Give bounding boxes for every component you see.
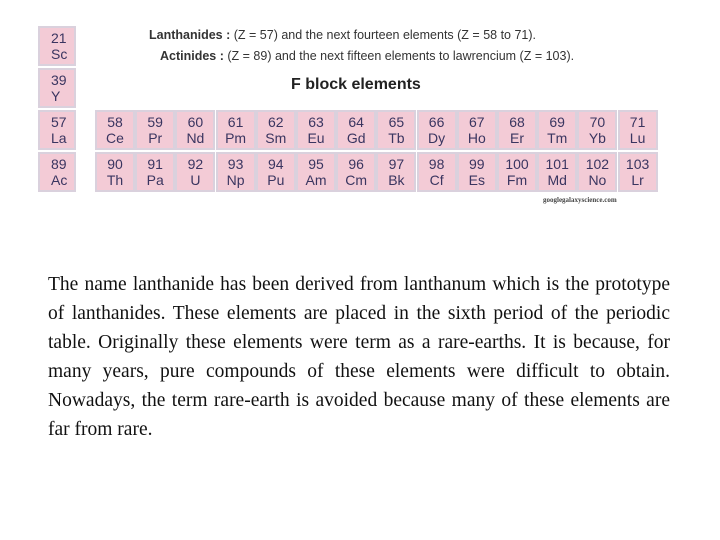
element-cell-actinide	[216, 152, 256, 192]
f-block-title: F block elements	[291, 76, 421, 93]
element-symbol: Gd	[346, 130, 366, 146]
atomic-number: 96	[348, 156, 364, 172]
element-symbol: Er	[510, 130, 524, 146]
element-cell-actinide	[296, 152, 336, 192]
element-cell-actinide	[618, 152, 658, 192]
element-cell-lanthanide	[376, 110, 416, 150]
element-symbol: Fm	[506, 172, 528, 188]
atomic-number: 68	[509, 114, 525, 130]
element-cell-actinide	[135, 152, 175, 192]
element-symbol: Yb	[588, 130, 606, 146]
element-symbol: La	[51, 130, 67, 146]
element-cell-lanthanide	[577, 110, 617, 150]
atomic-number: 97	[388, 156, 405, 172]
element-cell-lanthanide	[175, 110, 215, 150]
f-block-figure	[36, 14, 676, 210]
element-symbol: Lu	[629, 130, 646, 146]
atomic-number: 62	[268, 114, 284, 130]
atomic-number: 69	[549, 114, 565, 130]
atomic-number: 21	[51, 30, 67, 46]
element-symbol: Ce	[106, 130, 124, 146]
element-cell-lanthanide	[256, 110, 296, 150]
atomic-number: 94	[268, 156, 284, 172]
element-symbol: Ho	[467, 130, 486, 146]
atomic-number: 65	[388, 114, 405, 130]
element-symbol: Cf	[429, 172, 444, 188]
element-symbol: U	[190, 172, 201, 188]
element-cell-left-column	[38, 68, 76, 108]
atomic-number: 101	[545, 156, 569, 172]
element-symbol: Ac	[51, 172, 68, 188]
element-cell-lanthanide	[537, 110, 577, 150]
element-cell-actinide	[417, 152, 457, 192]
atomic-number: 67	[469, 114, 485, 130]
lanthanides-header-label: Lanthanides :	[149, 28, 231, 42]
atomic-number: 63	[308, 114, 324, 130]
element-symbol: Tb	[388, 130, 405, 146]
element-cell-actinide	[457, 152, 497, 192]
atomic-number: 98	[428, 156, 445, 172]
actinides-header-label: Actinides :	[160, 49, 224, 63]
element-cell-lanthanide	[417, 110, 457, 150]
atomic-number: 66	[428, 114, 445, 130]
element-symbol: Md	[547, 172, 567, 188]
description-paragraph: The name lanthanide has been derived from lanthanum which is the prototype of lanthanides. These elements are placed in the sixth period of the periodic table. Originally these elements were term as a rare-earths. It is because, for many years, pure compounds of these elements were difficult to obtain. Nowadays, the term rare-earth is avoided because many of these elements are far from rare.	[48, 274, 670, 440]
atomic-number: 90	[107, 156, 123, 172]
atomic-number: 99	[469, 156, 485, 172]
element-symbol: No	[588, 172, 607, 188]
element-symbol: Am	[305, 172, 327, 188]
element-cell-left-column	[38, 152, 76, 192]
element-cell-lanthanide	[497, 110, 537, 150]
element-cell-lanthanide	[135, 110, 175, 150]
atomic-number: 60	[187, 114, 204, 130]
atomic-number: 70	[589, 114, 606, 130]
element-symbol: Es	[468, 172, 485, 188]
element-symbol: Nd	[186, 130, 205, 146]
atomic-number: 91	[147, 156, 163, 172]
element-cell-actinide	[175, 152, 215, 192]
atomic-number: 61	[227, 114, 244, 130]
element-cell-actinide	[256, 152, 296, 192]
element-symbol: Dy	[428, 130, 446, 146]
atomic-number: 92	[187, 156, 204, 172]
element-symbol: Np	[226, 172, 245, 188]
element-symbol: Pm	[225, 130, 247, 146]
element-symbol: Pr	[148, 130, 163, 146]
element-cell-actinide	[577, 152, 617, 192]
element-symbol: Pu	[267, 172, 285, 188]
element-cell-lanthanide	[216, 110, 256, 150]
atomic-number: 71	[629, 114, 646, 130]
element-cell-lanthanide	[296, 110, 336, 150]
atomic-number: 93	[227, 156, 244, 172]
element-symbol: Sm	[265, 130, 287, 146]
atomic-number: 95	[308, 156, 324, 172]
element-symbol: Eu	[307, 130, 325, 146]
element-symbol: Lr	[631, 172, 644, 188]
element-cell-lanthanide	[618, 110, 658, 150]
element-symbol: Pa	[146, 172, 164, 188]
atomic-number: 103	[625, 156, 650, 172]
element-cell-actinide	[537, 152, 577, 192]
actinides-header-text: (Z = 89) and the next fifteen elements to lawrencium (Z = 103).	[227, 49, 575, 63]
element-symbol: Y	[51, 88, 61, 104]
element-cell-actinide	[376, 152, 416, 192]
element-cell-actinide	[95, 152, 135, 192]
element-cell-lanthanide	[95, 110, 135, 150]
element-cell-lanthanide	[457, 110, 497, 150]
atomic-number: 59	[147, 114, 163, 130]
watermark-text: googlegalaxyscience.com	[543, 196, 617, 204]
element-symbol: Sc	[51, 46, 68, 62]
element-symbol: Bk	[388, 172, 405, 188]
actinides-header	[160, 49, 574, 63]
element-cell-actinide	[336, 152, 376, 192]
element-cell-left-column	[38, 26, 76, 66]
lanthanides-header	[149, 28, 536, 42]
element-cell-lanthanide	[336, 110, 376, 150]
element-cell-actinide	[497, 152, 537, 192]
atomic-number: 58	[107, 114, 123, 130]
atomic-number: 64	[348, 114, 364, 130]
lanthanides-header-text: (Z = 57) and the next fourteen elements (Z = 58 to 71).	[233, 28, 537, 42]
element-symbol: Cm	[345, 172, 368, 188]
atomic-number: 57	[51, 114, 67, 130]
element-cell-left-column	[38, 110, 76, 150]
element-symbol: Tm	[547, 130, 568, 146]
atomic-number: 100	[505, 156, 529, 172]
atomic-number: 102	[585, 156, 610, 172]
element-symbol: Th	[106, 172, 124, 188]
atomic-number: 89	[51, 156, 67, 172]
atomic-number: 39	[51, 72, 67, 88]
